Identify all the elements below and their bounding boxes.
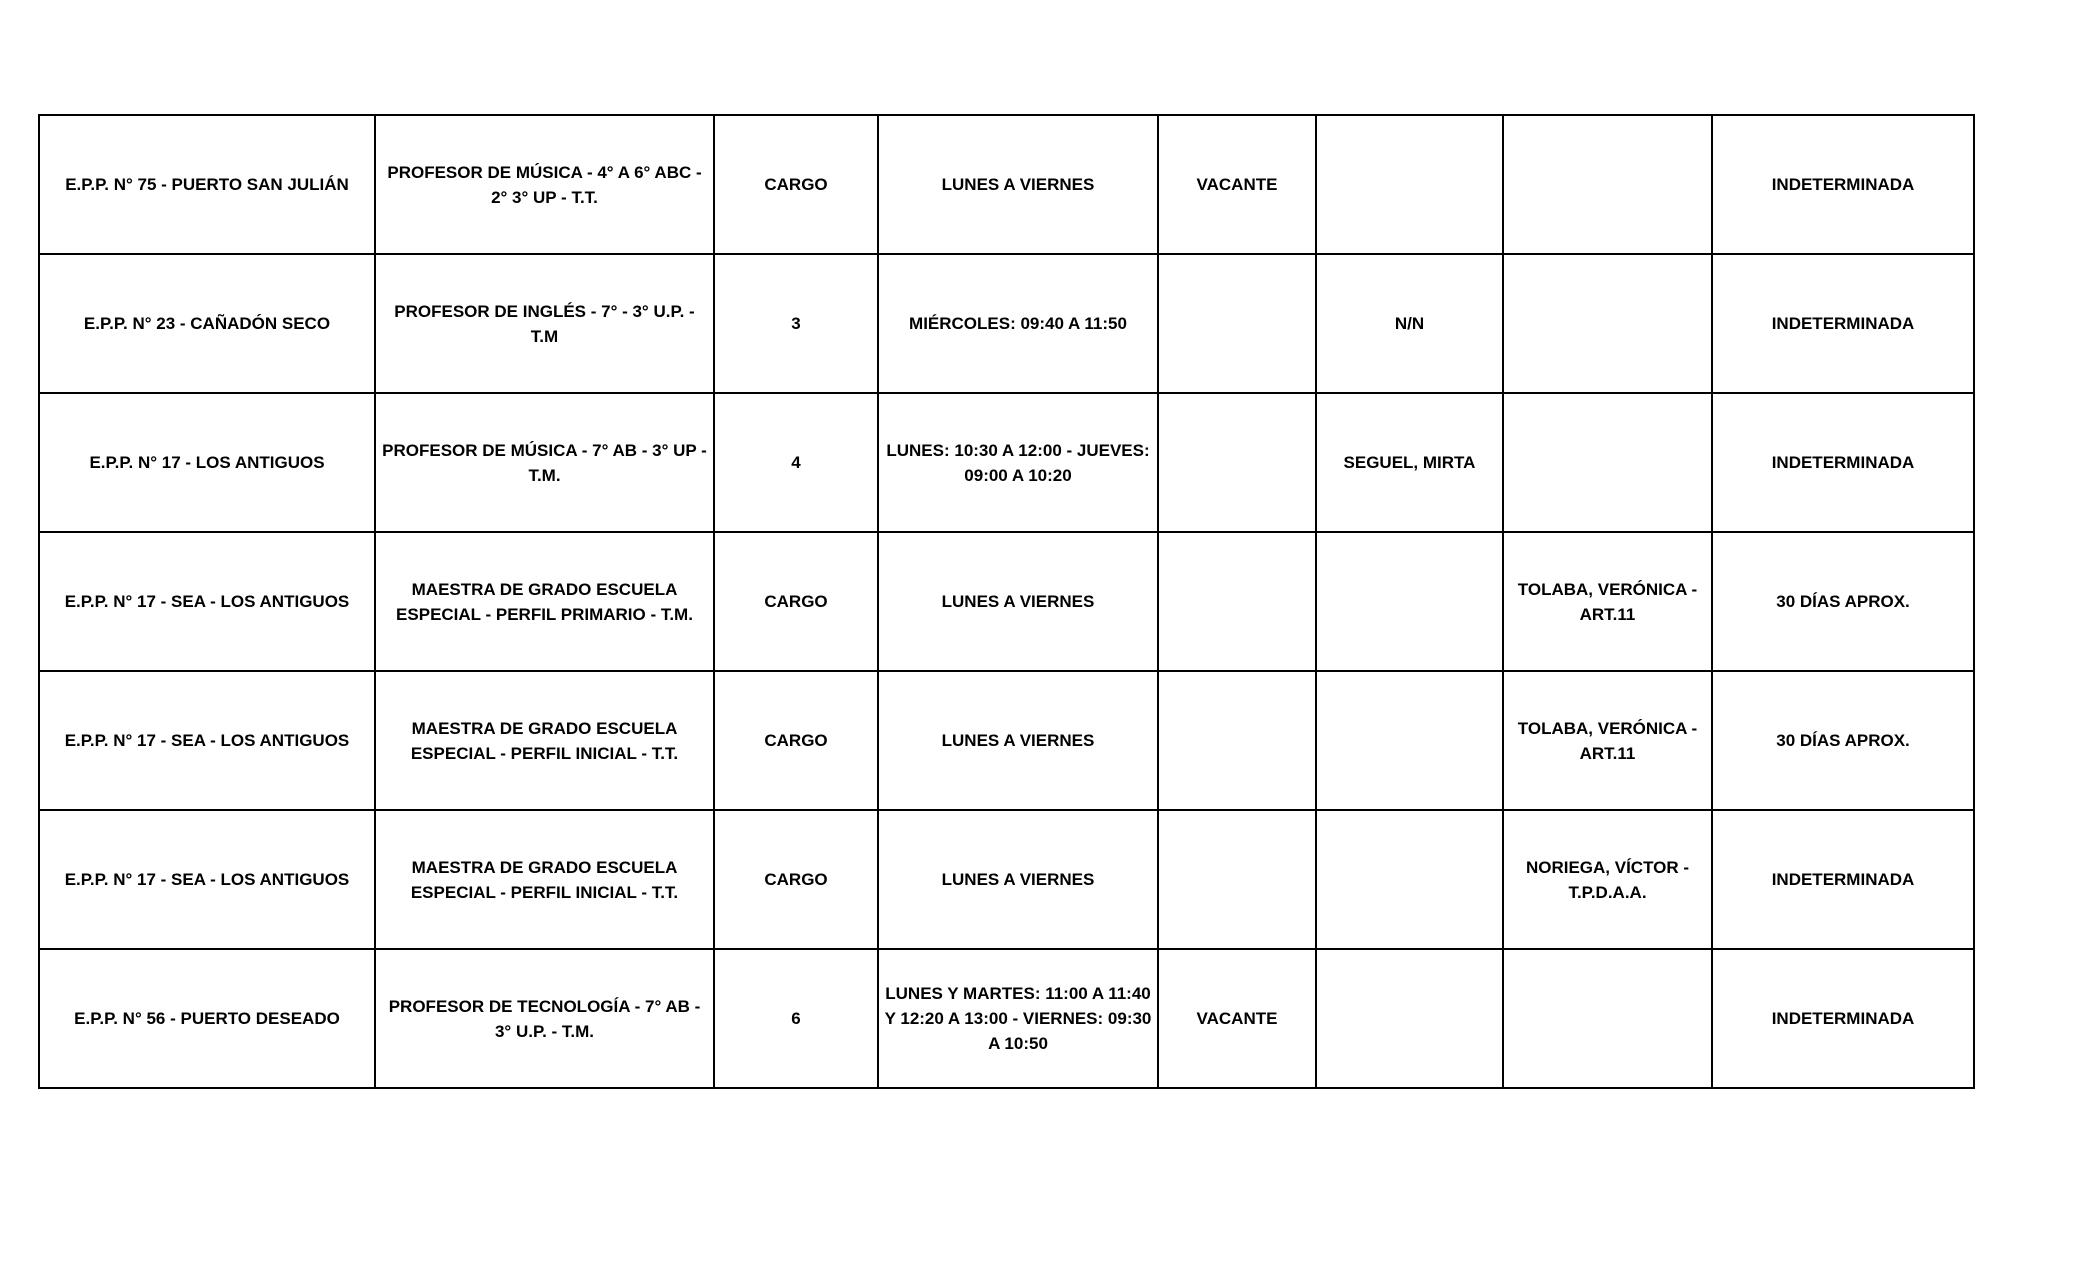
hours-cell: CARGO [714, 532, 878, 671]
hours-cell: CARGO [714, 671, 878, 810]
table-row [39, 532, 1974, 671]
holder-cell [1316, 671, 1503, 810]
duration-cell: INDETERMINADA [1712, 393, 1974, 532]
status-cell [1158, 532, 1316, 671]
table-row [39, 810, 1974, 949]
hours-cell: 4 [714, 393, 878, 532]
table-row [39, 949, 1974, 1088]
school-cell: E.P.P. N° 56 - PUERTO DESEADO [39, 949, 375, 1088]
replaced-cell [1503, 393, 1712, 532]
replaced-cell: TOLABA, VERÓNICA - ART.11 [1503, 532, 1712, 671]
hours-cell: 3 [714, 254, 878, 393]
table-row [39, 393, 1974, 532]
position-cell: PROFESOR DE INGLÉS - 7° - 3° U.P. - T.M [375, 254, 714, 393]
school-cell: E.P.P. N° 17 - SEA - LOS ANTIGUOS [39, 671, 375, 810]
table-row [39, 115, 1974, 254]
holder-cell [1316, 810, 1503, 949]
status-cell [1158, 254, 1316, 393]
duration-cell: 30 DÍAS APROX. [1712, 532, 1974, 671]
position-cell: PROFESOR DE TECNOLOGÍA - 7° AB - 3° U.P. - T.M. [375, 949, 714, 1088]
replaced-cell: NORIEGA, VÍCTOR - T.P.D.A.A. [1503, 810, 1712, 949]
school-cell: E.P.P. N° 17 - SEA - LOS ANTIGUOS [39, 532, 375, 671]
school-cell: E.P.P. N° 75 - PUERTO SAN JULIÁN [39, 115, 375, 254]
schedule-cell: LUNES A VIERNES [878, 810, 1158, 949]
status-cell [1158, 671, 1316, 810]
schedule-cell: MIÉRCOLES: 09:40 A 11:50 [878, 254, 1158, 393]
duration-cell: INDETERMINADA [1712, 254, 1974, 393]
vacancies-table [38, 114, 1975, 1089]
holder-cell [1316, 115, 1503, 254]
hours-cell: CARGO [714, 810, 878, 949]
holder-cell [1316, 532, 1503, 671]
duration-cell: INDETERMINADA [1712, 810, 1974, 949]
schedule-cell: LUNES A VIERNES [878, 115, 1158, 254]
position-cell: MAESTRA DE GRADO ESCUELA ESPECIAL - PERFIL PRIMARIO - T.M. [375, 532, 714, 671]
duration-cell: INDETERMINADA [1712, 949, 1974, 1088]
table-row [39, 671, 1974, 810]
schedule-cell: LUNES Y MARTES: 11:00 A 11:40 Y 12:20 A 13:00 - VIERNES: 09:30 A 10:50 [878, 949, 1158, 1088]
replaced-cell: TOLABA, VERÓNICA - ART.11 [1503, 671, 1712, 810]
holder-cell: N/N [1316, 254, 1503, 393]
position-cell: PROFESOR DE MÚSICA - 4° A 6° ABC - 2° 3° UP - T.T. [375, 115, 714, 254]
status-cell [1158, 810, 1316, 949]
school-cell: E.P.P. N° 17 - LOS ANTIGUOS [39, 393, 375, 532]
replaced-cell [1503, 254, 1712, 393]
position-cell: PROFESOR DE MÚSICA - 7° AB - 3° UP - T.M. [375, 393, 714, 532]
holder-cell [1316, 949, 1503, 1088]
duration-cell: 30 DÍAS APROX. [1712, 671, 1974, 810]
holder-cell: SEGUEL, MIRTA [1316, 393, 1503, 532]
replaced-cell [1503, 949, 1712, 1088]
school-cell: E.P.P. N° 17 - SEA - LOS ANTIGUOS [39, 810, 375, 949]
status-cell: VACANTE [1158, 949, 1316, 1088]
school-cell: E.P.P. N° 23 - CAÑADÓN SECO [39, 254, 375, 393]
position-cell: MAESTRA DE GRADO ESCUELA ESPECIAL - PERFIL INICIAL - T.T. [375, 671, 714, 810]
duration-cell: INDETERMINADA [1712, 115, 1974, 254]
status-cell: VACANTE [1158, 115, 1316, 254]
replaced-cell [1503, 115, 1712, 254]
schedule-cell: LUNES A VIERNES [878, 532, 1158, 671]
status-cell [1158, 393, 1316, 532]
schedule-cell: LUNES: 10:30 A 12:00 - JUEVES: 09:00 A 10:20 [878, 393, 1158, 532]
position-cell: MAESTRA DE GRADO ESCUELA ESPECIAL - PERFIL INICIAL - T.T. [375, 810, 714, 949]
table-row [39, 254, 1974, 393]
hours-cell: 6 [714, 949, 878, 1088]
hours-cell: CARGO [714, 115, 878, 254]
schedule-cell: LUNES A VIERNES [878, 671, 1158, 810]
